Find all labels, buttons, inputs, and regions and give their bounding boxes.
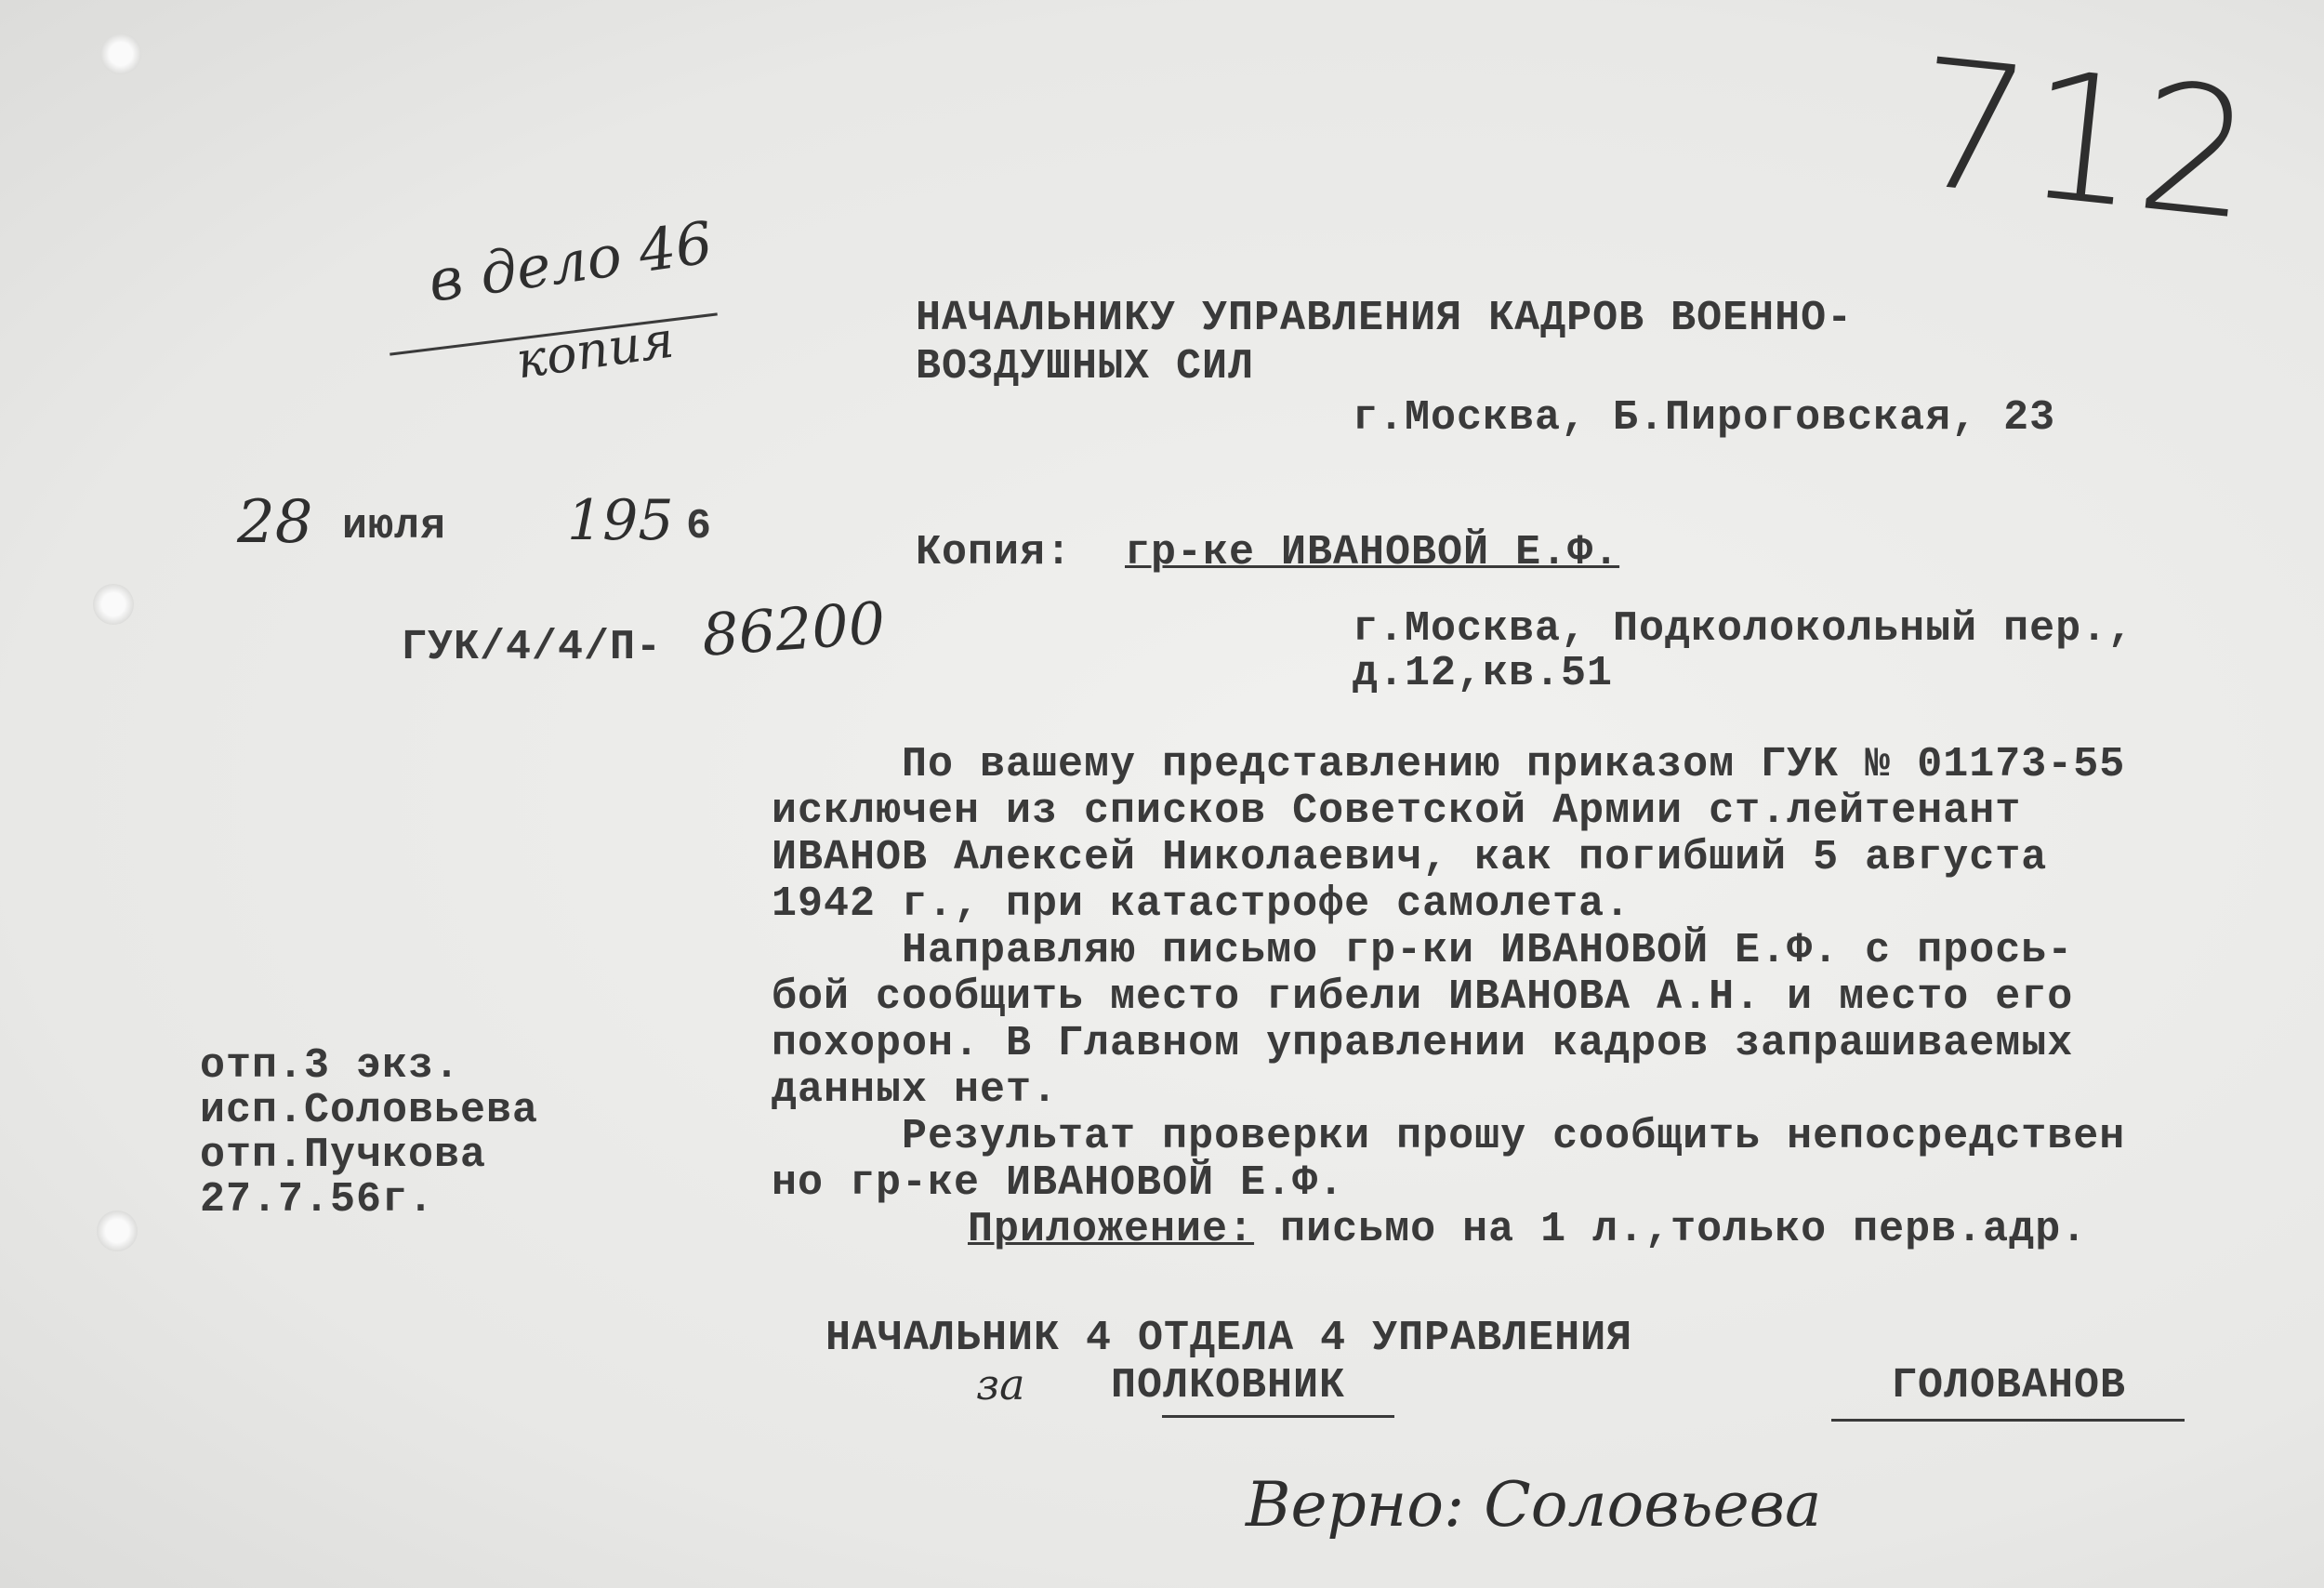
body-line: 1942 г., при катастрофе самолета. bbox=[772, 880, 1631, 928]
signature-prefix: за bbox=[976, 1359, 1025, 1409]
addressee-address: г.Москва, Б.Пироговская, 23 bbox=[1353, 394, 2056, 442]
attachment-line bbox=[968, 1207, 2087, 1253]
note-line: отп.Пучкова bbox=[200, 1131, 487, 1179]
reference-prefix: ГУК/4/4/П- bbox=[402, 624, 663, 671]
body-line: ИВАНОВ Алексей Николаевич, как погибший 5 августа bbox=[772, 834, 2048, 881]
attachment-text: письмо на 1 л.,только перв.адр. bbox=[1254, 1206, 2088, 1253]
page-number: 712 bbox=[1905, 20, 2263, 260]
body-line: но гр-ке ИВАНОВОЙ Е.Ф. bbox=[772, 1159, 1345, 1207]
signatory-rank: ПОЛКОВНИК bbox=[1111, 1362, 1346, 1409]
copy-recipient: гр-ке ИВАНОВОЙ Е.Ф. bbox=[1125, 529, 1620, 576]
addressee-line2: ВОЗДУШНЫХ СИЛ bbox=[916, 343, 1255, 390]
date-month: июля bbox=[342, 503, 447, 550]
body-line: Направляю письмо гр-ки ИВАНОВОЙ Е.Ф. с прось- bbox=[772, 927, 2074, 974]
body-line: Результат проверки прошу сообщить непосредствен bbox=[772, 1113, 2126, 1160]
signatory-title: НАЧАЛЬНИК 4 ОТДЕЛА 4 УПРАВЛЕНИЯ bbox=[825, 1315, 1633, 1362]
note-line: исп.Соловьева bbox=[200, 1087, 539, 1134]
date-day: 28 bbox=[237, 488, 313, 557]
signature-line-left bbox=[1162, 1415, 1394, 1418]
verification-signature: Верно: Соловьева bbox=[1246, 1469, 1822, 1541]
body-line: исключен из списков Советской Армии ст.лейтенант bbox=[772, 787, 2022, 835]
signatory-name: ГОЛОВАНОВ bbox=[1892, 1362, 2127, 1409]
margin-note-line2: копия bbox=[512, 310, 678, 390]
copy-label: Копия: bbox=[916, 529, 1073, 576]
note-line: отп.3 экз. bbox=[200, 1042, 461, 1090]
attachment-label: Приложение: bbox=[968, 1206, 1255, 1253]
body-line: данных нет. bbox=[772, 1066, 1059, 1114]
addressee-line1: НАЧАЛЬНИКУ УПРАВЛЕНИЯ КАДРОВ ВОЕННО- bbox=[916, 295, 1854, 342]
note-line: 27.7.56г. bbox=[200, 1176, 435, 1224]
copy-address-line1: г.Москва, Подколокольный пер., bbox=[1353, 605, 2134, 653]
reference-number: 86200 bbox=[699, 589, 888, 669]
signature-line-right bbox=[1831, 1419, 2185, 1422]
date-year-last: 6 bbox=[686, 503, 713, 550]
body-line: похорон. В Главном управлении кадров запрашиваемых bbox=[772, 1020, 2074, 1067]
body-line: бой сообщить место гибели ИВАНОВА А.Н. и место его bbox=[772, 973, 2074, 1021]
margin-note-line1: в дело 46 bbox=[424, 207, 717, 316]
date-year: 195 bbox=[567, 488, 674, 553]
copy-address-line2: д.12,кв.51 bbox=[1353, 650, 1614, 697]
body-line: По вашему представлению приказом ГУК № 01173-55 bbox=[772, 741, 2126, 788]
